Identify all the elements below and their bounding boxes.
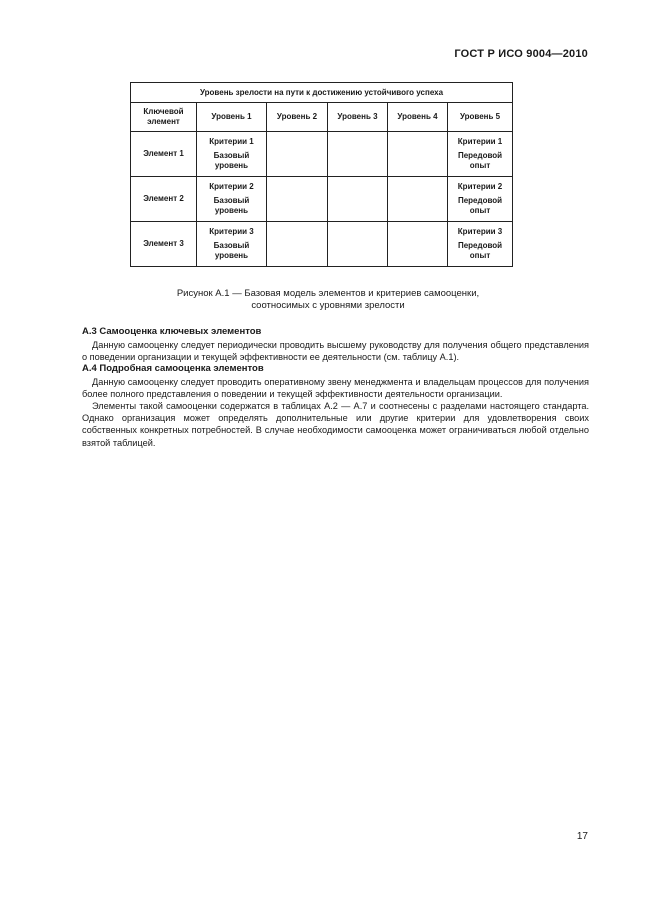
level-1-cell [197,132,267,177]
column-header-level-2: Уровень 2 [267,103,328,132]
empty-cell [328,222,388,267]
paragraph: Данную самооценку следует периодически проводить высшему руководству для получения общего представления о поведении организации и текущей эффективности ее деятельности (см. таблицу А.1). [82,340,589,363]
level-5-cell [448,132,513,177]
empty-cell [328,177,388,222]
column-header-level-5: Уровень 5 [448,103,513,132]
document-header: ГОСТ Р ИСО 9004—2010 [454,48,588,60]
criterion-label: Критерии 2 [209,182,254,191]
element-label: Элемент 1 [131,132,197,177]
column-header-level-1: Уровень 1 [197,103,267,132]
empty-cell [388,222,448,267]
level-description: Передовой опыт [457,241,503,260]
caption-line: Рисунок А.1 — Базовая модель элементов и критериев самооценки, [176,288,480,299]
empty-cell [388,177,448,222]
criterion-label: Критерии 2 [457,182,503,191]
level-description: Передовой опыт [457,151,503,170]
level-description: Базовый уровень [213,151,250,170]
paragraph: Данную самооценку следует проводить оперативному звену менеджмента и владельцам процессов для получения более полного представления о поведении и текущей эффективности деятельности организации. [82,377,589,400]
table-row [131,177,513,222]
section-heading-a4: А.4 Подробная самооценка элементов [82,363,264,374]
maturity-model-table [130,82,513,267]
criterion-label: Критерии 1 [209,137,254,146]
level-description: Базовый уровень [213,196,250,215]
empty-cell [267,132,328,177]
level-description: Передовой опыт [457,196,503,215]
column-header-level-3: Уровень 3 [328,103,388,132]
empty-cell [388,132,448,177]
criterion-label: Критерии 3 [457,227,503,236]
empty-cell [267,177,328,222]
level-1-cell [197,222,267,267]
empty-cell [267,222,328,267]
table-row [131,222,513,267]
level-5-cell [448,177,513,222]
element-label: Элемент 2 [131,177,197,222]
column-header-key-element: Ключевой элемент [131,103,197,132]
level-description: Базовый уровень [213,241,250,260]
criterion-label: Критерии 1 [457,137,503,146]
caption-line: соотносимых с уровнями зрелости [251,300,405,311]
table-row [131,132,513,177]
level-5-cell [448,222,513,267]
paragraph: Элементы такой самооценки содержатся в таблицах А.2 — А.7 и соотнесены с разделами настоящего стандарта. Однако организация может определять дополнительные или другие критерии для удовлетворения своих собственных конкретных потребностей. В случае необходимости самооценка может ограничиваться любой отдельно взятой таблицей. [82,401,589,448]
column-header-level-4: Уровень 4 [388,103,448,132]
element-label: Элемент 3 [131,222,197,267]
figure-caption [0,288,646,312]
page-number: 17 [576,831,588,842]
empty-cell [328,132,388,177]
level-1-cell [197,177,267,222]
criterion-label: Критерии 3 [209,227,254,236]
table-title: Уровень зрелости на пути к достижению устойчивого успеха [131,83,513,103]
section-heading-a3: А.3 Самооценка ключевых элементов [82,326,262,337]
